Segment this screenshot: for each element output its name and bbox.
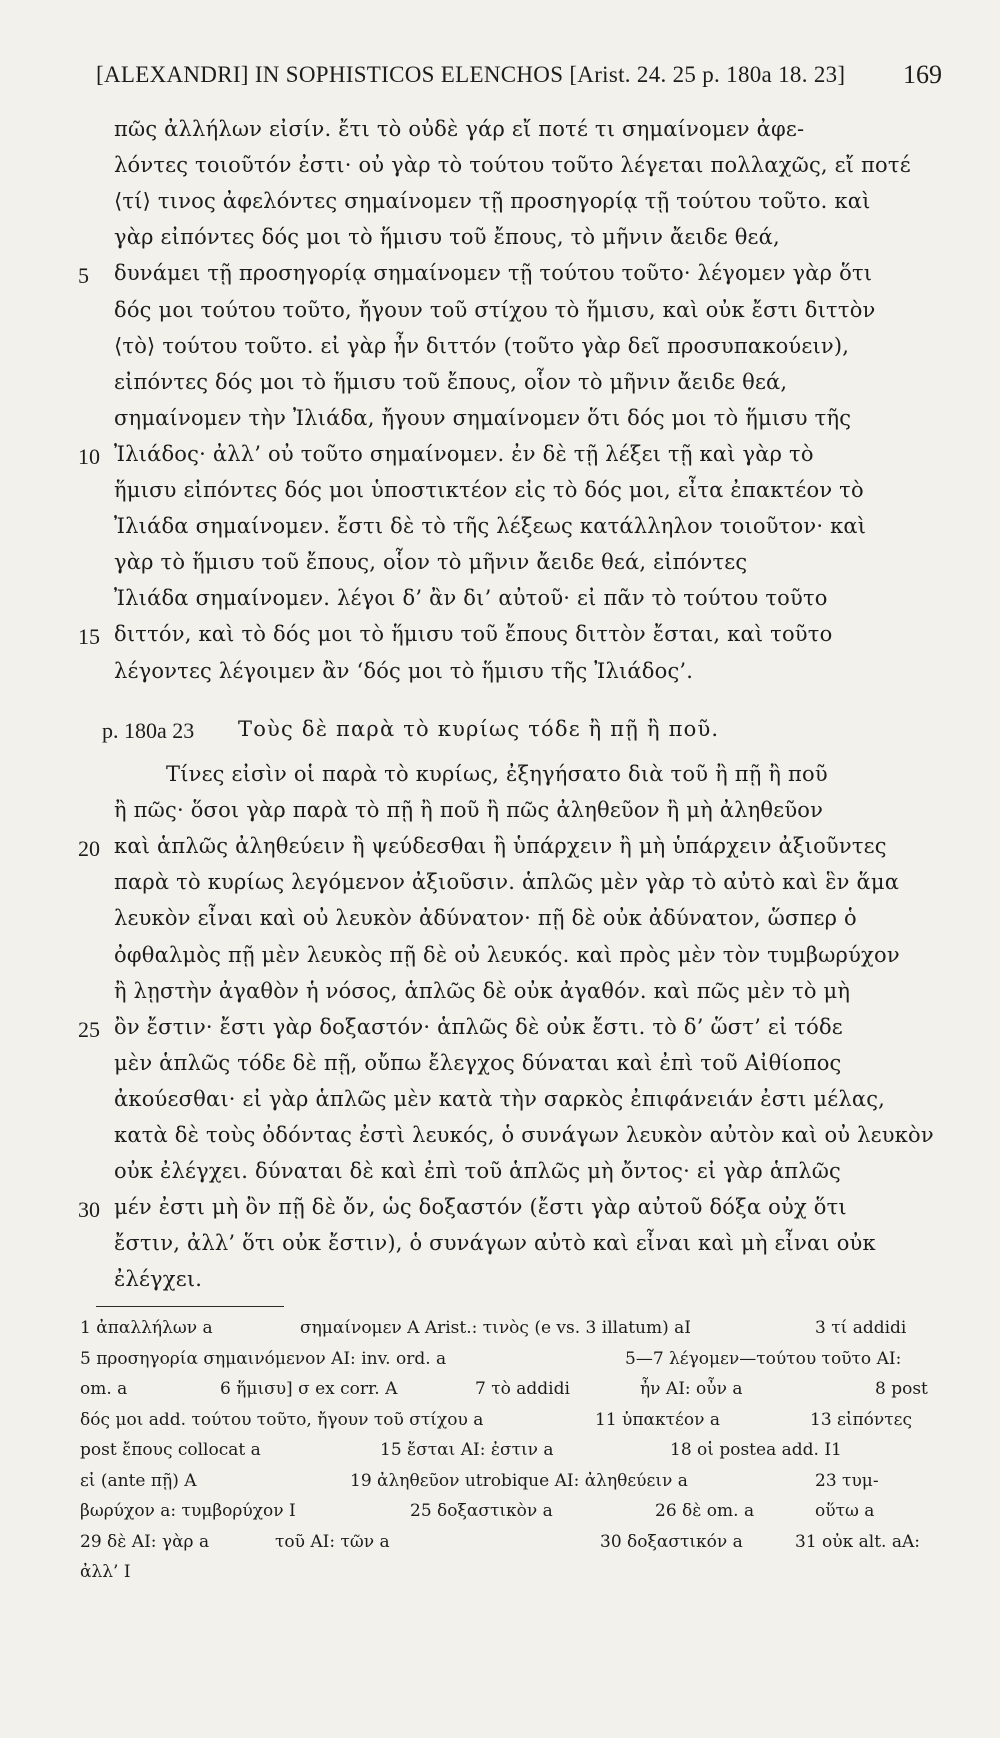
line-text: ἢ λῃστὴν ἀγαθὸν ἡ νόσος, ἁπλῶς δὲ οὐκ ἀγαθόν. καὶ πῶς μὲν τὸ μὴ [114,978,851,1003]
apparatus-note: 8 post [875,1379,928,1399]
text-line [0,939,1000,975]
line-text: μέν ἐστι μὴ ὂν πῇ δὲ ὄν, ὡς δοξαστόν (ἔστι γὰρ αὐτοῦ δόξα οὐχ ὅτι [114,1195,847,1220]
page-header [96,62,942,102]
line-text: γὰρ τὸ ἥμισυ τοῦ ἔπους, οἷον τὸ μῆνιν ἄειδε θεά, εἰπόντες [114,550,748,575]
apparatus-note: βωρύχον a: τυμβορύχον I [80,1501,296,1521]
apparatus-line [80,1349,960,1379]
apparatus-note: εἰ (ante πῇ) A [80,1470,197,1491]
text-line [0,149,1000,185]
apparatus-note: 1 ἀπαλλήλων a [80,1318,213,1338]
text-line [0,474,1000,510]
apparatus-line [80,1318,960,1348]
line-number: 15 [78,624,100,650]
apparatus-note: 26 δὲ om. a [655,1501,755,1521]
text-line [0,1263,1000,1299]
text-line [0,1083,1000,1119]
apparatus-line [80,1410,960,1440]
apparatus-note: δός μοι add. τούτου τοῦτο, ἤγουν τοῦ στίχου a [80,1409,484,1430]
apparatus-note: 31 οὐκ alt. aA: [795,1531,920,1552]
line-text: κατὰ δὲ τοὺς ὀδόντας ἐστὶ λευκός, ὁ συνάγων λευκὸν αὐτὸν καὶ οὐ λευκὸν [114,1123,934,1147]
text-line [0,1119,1000,1155]
apparatus-note: 13 εἰπόντες [810,1409,912,1430]
text-line [0,1227,1000,1263]
apparatus-note: 7 τὸ addidi [475,1379,570,1399]
line-text: ⟨τί⟩ τινος ἀφελόντες σημαίνομεν τῇ προσηγορίᾳ τῇ τούτου τοῦτο. καὶ [114,189,871,214]
apparatus-note: 30 δοξαστικόν a [600,1531,743,1552]
apparatus-note: 15 ἔσται AI: ἐστιν a [380,1440,554,1460]
apparatus-note: ἦν AI: οὖν a [640,1379,743,1399]
apparatus-note: 5—7 λέγομεν—τούτου τοῦτο AI: [625,1348,902,1369]
line-text: Ἰλιάδος· ἀλλ’ οὐ τοῦτο σημαίνομεν. ἐν δὲ τῇ λέξει τῇ καὶ γὰρ τὸ [114,441,814,466]
line-text: ⟨τὸ⟩ τούτου τοῦτο. εἰ γὰρ ἦν διττόν (τοῦτο γὰρ δεῖ προσυπακούειν), [114,333,850,358]
text-line [0,830,1000,866]
lemma-text: Τοὺς δὲ παρὰ τὸ κυρίως τόδε ἢ πῇ ἢ ποῦ. [238,717,720,741]
text-line [0,758,1000,794]
apparatus-note: σημαίνομεν A Arist.: τινὸς (e vs. 3 illatum) aI [300,1318,692,1338]
apparatus-note: 6 ἥμισυ] σ ex corr. A [220,1379,398,1399]
footnote-rule [96,1306,284,1307]
lemma-reference: p. 180a 23 [102,718,195,743]
line-number: 30 [78,1197,100,1223]
text-line [0,438,1000,474]
text-line [0,1191,1000,1227]
line-text: διττόν, καὶ τὸ δός μοι τὸ ἥμισυ τοῦ ἔπους διττὸν ἔσται, καὶ τοῦτο [114,622,833,647]
text-line [0,1155,1000,1191]
line-text: οὐκ ἐλέγχει. δύναται δὲ καὶ ἐπὶ τοῦ ἁπλῶς μὴ ὄντος· εἰ γὰρ ἁπλῶς [114,1159,842,1184]
line-text: ὀφθαλμὸς πῇ μὲν λευκὸς πῇ δὲ οὐ λευκός. καὶ πρὸς μὲν τὸν τυμβωρύχον [114,942,900,967]
lemma [0,714,1000,750]
apparatus-line [80,1532,960,1562]
line-number: 5 [78,263,89,289]
apparatus-note: 23 τυμ- [815,1470,879,1491]
line-text: παρὰ τὸ κυρίως λεγόμενον ἀξιοῦσιν. ἁπλῶς μὲν γὰρ τὸ αὐτὸ καὶ ἓν ἅμα [114,870,900,895]
text-line [0,221,1000,257]
line-text: δός μοι τούτου τοῦτο, ἤγουν τοῦ στίχου τὸ ἥμισυ, καὶ οὐκ ἔστι διττὸν [114,297,876,322]
running-title: [ALEXANDRI] IN SOPHISTICOS ELENCHOS [Arist. 24. 25 p. 180a 18. 23] [96,62,846,87]
line-number: 10 [78,443,100,469]
line-text: γὰρ εἰπόντες δός μοι τὸ ἥμισυ τοῦ ἔπους, τὸ μῆνιν ἄειδε θεά, [114,225,780,250]
line-text: πῶς ἀλλήλων εἰσίν. ἔτι τὸ οὐδὲ γάρ εἴ ποτέ τι σημαίνομεν ἀφε- [114,117,805,141]
text-line [0,1011,1000,1047]
apparatus-line [80,1440,960,1470]
text-line [0,794,1000,830]
text-line [0,402,1000,438]
text-line [0,975,1000,1011]
apparatus-note: 19 ἀληθεῦον utrobique AI: ἀληθεύειν a [350,1470,688,1491]
text-line [0,655,1000,691]
line-text: ἥμισυ εἰπόντες δός μοι ὑποστικτέον εἰς τὸ δός μοι, εἶτα ἐπακτέον τὸ [114,478,864,502]
apparatus-note: post ἔπους collocat a [80,1440,261,1460]
line-text: Τίνες εἰσὶν οἱ παρὰ τὸ κυρίως, ἐξηγήσατο διὰ τοῦ ἢ πῇ ἢ ποῦ [166,762,828,786]
line-text: σημαίνομεν τὴν Ἰλιάδα, ἤγουν σημαίνομεν ὅτι δός μοι τὸ ἥμισυ τῆς [114,405,852,430]
text-line [0,902,1000,938]
apparatus-line [80,1501,960,1531]
text-line [0,546,1000,582]
line-text: λέγοντες λέγοιμεν ἂν ‘δός μοι τὸ ἥμισυ τῆς Ἰλιάδος’. [114,658,694,683]
apparatus-note: 25 δοξαστικὸν a [410,1501,553,1521]
line-text: μὲν ἁπλῶς τόδε δὲ πῇ, οὔπω ἔλεγχος δύναται καὶ ἐπὶ τοῦ Αἰθίοπος [114,1050,842,1075]
line-text: δυνάμει τῇ προσηγορίᾳ σημαίνομεν τῇ τούτου τοῦτο· λέγομεν γὰρ ὅτι [114,261,873,286]
text-line [0,618,1000,654]
text-line [0,510,1000,546]
text-line [0,330,1000,366]
apparatus-note: 18 οἱ postea add. I1 [670,1440,842,1460]
line-text: λόντες τοιοῦτόν ἐστι· οὐ γὰρ τὸ τούτου τοῦτο λέγεται πολλαχῶς, εἴ ποτέ [114,153,911,178]
apparatus-line [80,1562,960,1592]
apparatus-line [80,1471,960,1501]
line-text: Ἰλιάδα σημαίνομεν. λέγοι δ’ ἂν δι’ αὐτοῦ· εἰ πᾶν τὸ τούτου τοῦτο [114,586,828,611]
page-number: 169 [903,60,942,89]
text-line [0,366,1000,402]
apparatus-note: 5 προσηγορία σημαινόμενον AI: inv. ord. a [80,1348,447,1369]
line-text: εἰπόντες δός μοι τὸ ἥμισυ τοῦ ἔπους, οἷον τὸ μῆνιν ἄειδε θεά, [114,369,788,394]
text-line [0,1047,1000,1083]
line-number: 20 [78,836,100,862]
line-text: ἢ πῶς· ὅσοι γὰρ παρὰ τὸ πῇ ἢ ποῦ ἢ πῶς ἀληθεῦον ἢ μὴ ἀληθεῦον [114,798,824,823]
text-line [0,294,1000,330]
text-line [0,866,1000,902]
apparatus-line [80,1379,960,1409]
line-text: λευκὸν εἶναι καὶ οὐ λευκὸν ἀδύνατον· πῇ δὲ οὐκ ἀδύνατον, ὥσπερ ὁ [114,906,857,931]
line-text: ἔστιν, ἀλλ’ ὅτι οὐκ ἔστιν), ὁ συνάγων αὐτὸ καὶ εἶναι καὶ μὴ εἶναι οὐκ [114,1231,876,1256]
apparatus-note: τοῦ AI: τῶν a [275,1531,390,1552]
line-text: ἀκούεσθαι· εἰ γὰρ ἁπλῶς μὲν κατὰ τὴν σαρκὸς ἐπιφάνειάν ἐστι μέλας, [114,1086,886,1111]
line-text: ἐλέγχει. [114,1267,203,1292]
text-line [0,582,1000,618]
text-line [0,257,1000,293]
line-number: 25 [78,1016,100,1042]
text-line [0,185,1000,221]
line-text: καὶ ἁπλῶς ἀληθεύειν ἢ ψεύδεσθαι ἢ ὑπάρχειν ἢ μὴ ὑπάρχειν ἀξιοῦντες [114,834,887,859]
apparatus-note: 3 τί addidi [815,1318,907,1338]
apparatus-note: 29 δὲ AI: γὰρ a [80,1531,210,1552]
apparatus-note: 11 ὑπακτέον a [595,1409,720,1430]
apparatus-note: οὕτω a [815,1501,875,1521]
text-line [0,113,1000,149]
apparatus-note: ἀλλ’ I [80,1562,131,1582]
line-text: ὂν ἔστιν· ἔστι γὰρ δοξαστόν· ἁπλῶς δὲ οὐκ ἔστι. τὸ δ’ ὥστ’ εἰ τόδε [114,1014,843,1039]
line-text: Ἰλιάδα σημαίνομεν. ἔστι δὲ τὸ τῆς λέξεως κατάλληλον τοιοῦτον· καὶ [114,514,867,539]
apparatus-note: om. a [80,1379,128,1399]
